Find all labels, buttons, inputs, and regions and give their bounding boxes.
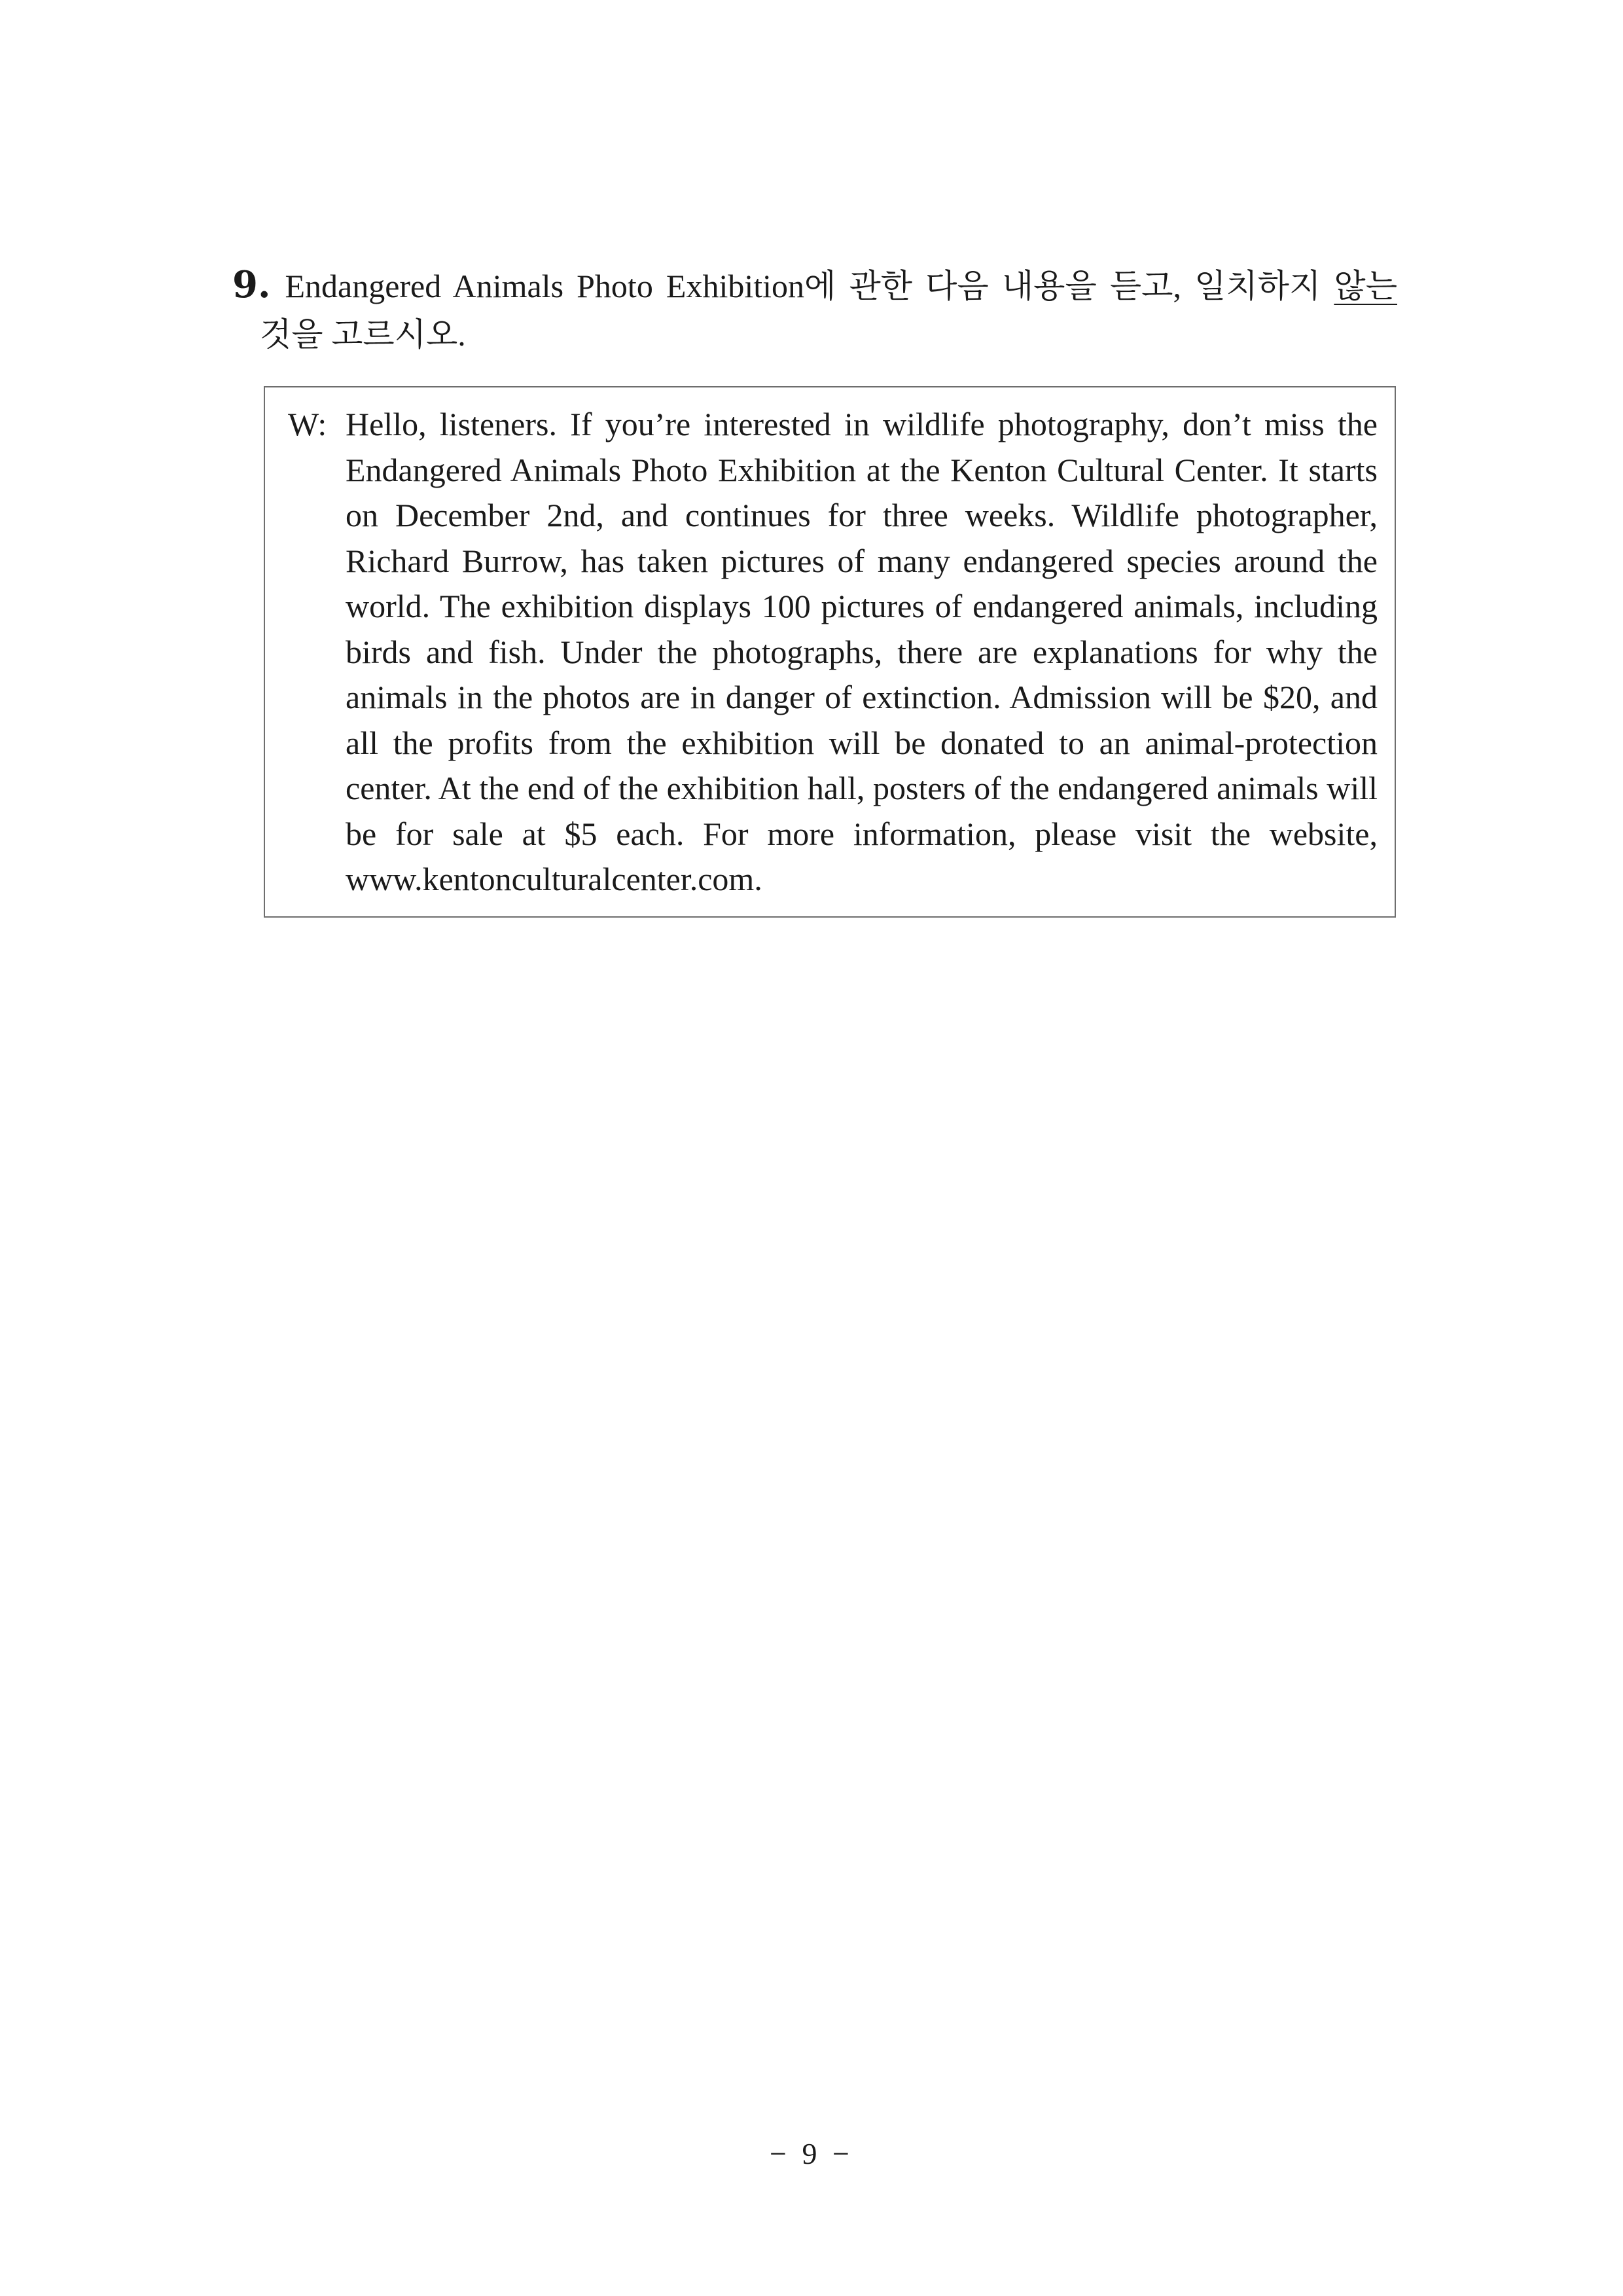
question-text-main: Endangered Animals Photo Exhibition에 관한 다음 내용을 듣고, 일치하지 — [285, 268, 1334, 304]
question-number: 9. — [232, 263, 271, 306]
question-underlined-word: 않는 — [1334, 268, 1397, 304]
question-text — [285, 262, 1397, 310]
question — [232, 260, 1397, 359]
question-line-2: 것을 고르시오. — [260, 316, 466, 353]
question-line-1 — [232, 260, 1397, 310]
speaker-label: W: — [288, 406, 327, 442]
script-content — [288, 402, 1378, 903]
script-box — [264, 386, 1396, 918]
script-text: Hello, listeners. If you’re interested in wildlife photography, don’t miss the Endangered Animals Photo Exhibition at the Kenton Cultural Center. It starts on December 2nd, and continues for three weeks. Wildlife photographer, Richard Burrow, has taken pictures of many endangered species around the world. The exhibition displays 100 pictures of endangered animals, including birds and fish. Under the photographs, there are explanations for why the animals in the photos are in danger of extinction. Admission will be $20, and all the profits from the exhibition will be donated to an animal-protection center. At the end of the exhibition hall, posters of the endangered animals will be for sale at $5 each. For more information, please visit the website, www.kentonculturalcenter.com. — [346, 406, 1378, 897]
page-number: − 9 − — [770, 2137, 853, 2170]
